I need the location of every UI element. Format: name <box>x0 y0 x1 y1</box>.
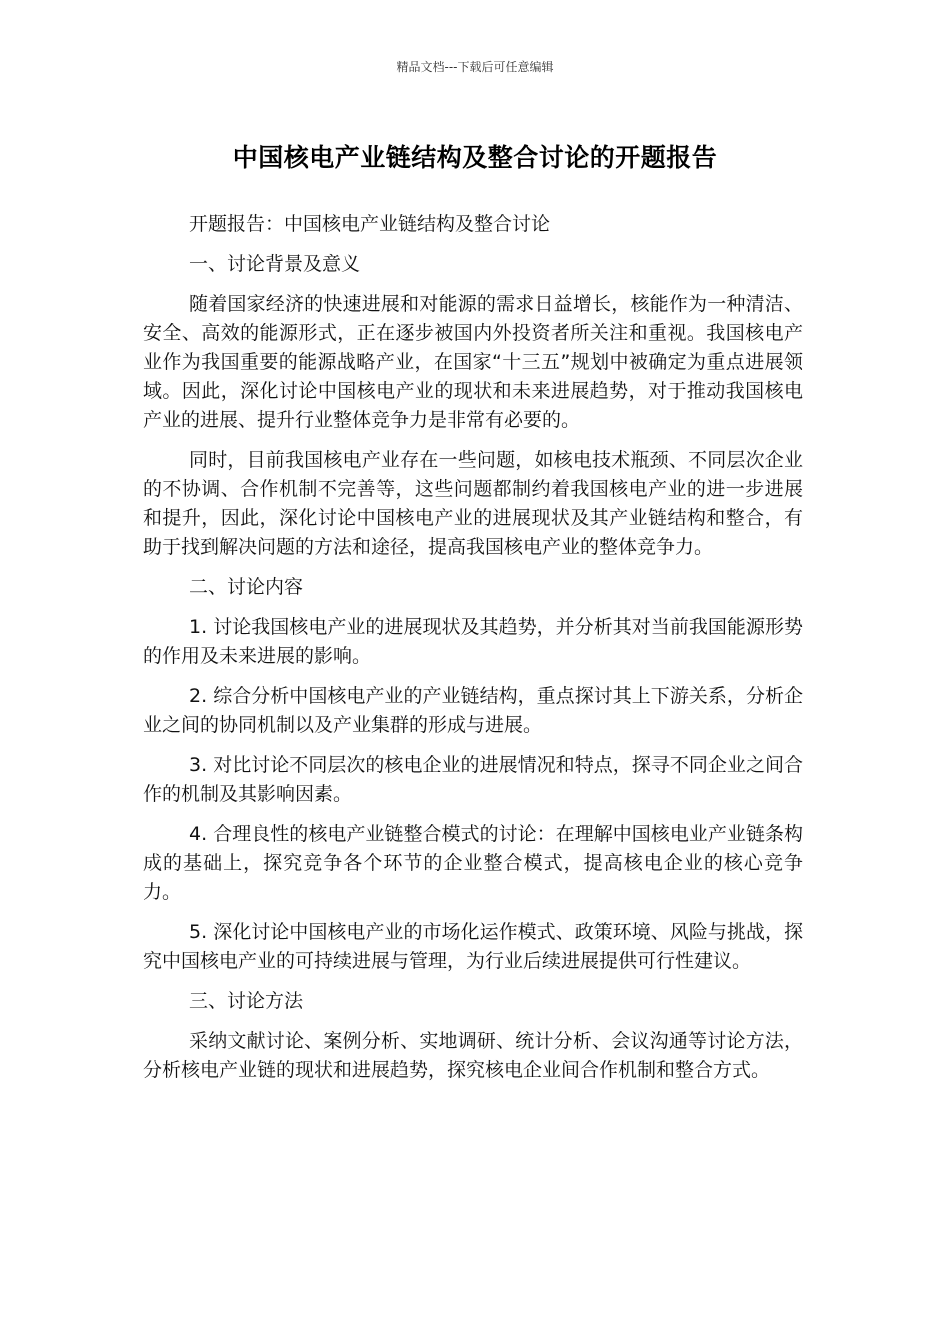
content-item-2: 2. 综合分析中国核电产业的产业链结构，重点探讨其上下游关系，分析企业之间的协同机制以及产业集群的形成与进展。 <box>143 685 803 736</box>
paragraph-background-2: 同时，目前我国核电产业存在一些问题，如核电技术瓶颈、不同层次企业的不协调、合作机制不完善等，这些问题都制约着我国核电产业的进一步进展和提升，因此，深化讨论中国核电产业的进展现状及其产业链结构和整合，有助于找到解决问题的方法和途径，提高我国核电产业的整体竞争力。 <box>143 449 803 558</box>
content-item-1: 1. 讨论我国核电产业的进展现状及其趋势，并分析其对当前我国能源形势的作用及未来进展的影响。 <box>143 616 803 667</box>
section-heading-method: 三、讨论方法 <box>189 990 304 1012</box>
paragraph-method: 采纳文献讨论、案例分析、实地调研、统计分析、会议沟通等讨论方法，分析核电产业链的现状和进展趋势，探究核电企业间合作机制和整合方式。 <box>143 1030 803 1081</box>
document-body <box>143 210 803 1096</box>
header-note: 精品文档---下载后可任意编辑 <box>396 60 554 74</box>
section-heading-content: 二、讨论内容 <box>189 576 304 598</box>
content-item-4: 4. 合理良性的核电产业链整合模式的讨论：在理解中国核电业产业链条构成的基础上，探究竞争各个环节的企业整合模式，提高核电企业的核心竞争力。 <box>143 823 803 903</box>
report-subtitle: 开题报告：中国核电产业链结构及整合讨论 <box>189 213 551 235</box>
paragraph-background-1: 随着国家经济的快速进展和对能源的需求日益增长，核能作为一种清洁、安全、高效的能源形式，正在逐步被国内外投资者所关注和重视。我国核电产业作为我国重要的能源战略产业，在国家“十三五”规划中被确定为重点进展领域。因此，深化讨论中国核电产业的现状和未来进展趋势，对于推动我国核电产业的进展、提升行业整体竞争力是非常有必要的。 <box>143 293 803 431</box>
content-item-3: 3. 对比讨论不同层次的核电企业的进展情况和特点，探寻不同企业之间合作的机制及其影响因素。 <box>143 754 803 805</box>
document-title: 中国核电产业链结构及整合讨论的开题报告 <box>232 143 718 172</box>
section-heading-background: 一、讨论背景及意义 <box>189 253 361 275</box>
content-item-5: 5. 深化讨论中国核电产业的市场化运作模式、政策环境、风险与挑战，探究中国核电产业的可持续进展与管理，为行业后续进展提供可行性建议。 <box>143 921 803 972</box>
